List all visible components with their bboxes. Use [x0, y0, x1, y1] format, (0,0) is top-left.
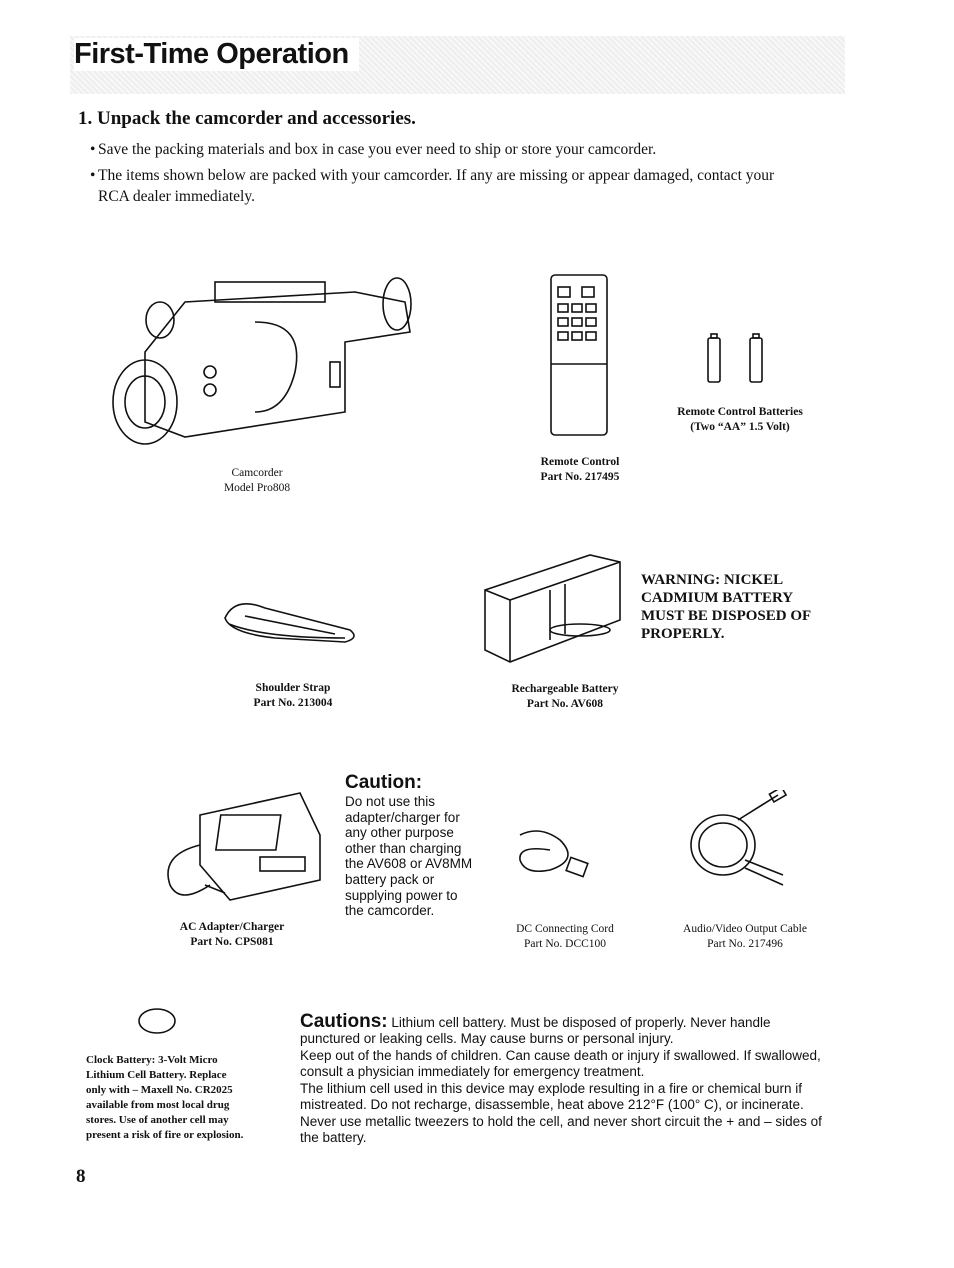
caption-av-cable: [645, 922, 845, 952]
caption-remote: [480, 455, 680, 485]
cautions-para-1: [300, 1011, 830, 1046]
av-cable-illustration: [683, 790, 793, 890]
caption-line: Audio/Video Output Cable: [683, 923, 807, 935]
cautions-para-3: The lithium cell used in this device may explode resulting in a fire or chemical burn if mistreated. Do not recharge, disassemble, heat above 212°F (100° C), or incinerate.: [300, 1081, 804, 1112]
section-title: 1. Unpack the camcorder and accessories.: [78, 108, 416, 129]
bullet-text: Save the packing materials and box in case you ever need to ship or store your camcorder.: [98, 141, 657, 158]
caption-line: Remote Control: [540, 456, 620, 468]
caption-line: DC Connecting Cord: [516, 923, 614, 935]
bullet-text: The items shown below are packed with your camcorder. If any are missing or appear damaged, contact your RCA dealer immediately.: [98, 167, 775, 205]
aa-batteries-illustration: [700, 332, 770, 384]
rechargeable-battery-illustration: [480, 550, 625, 668]
camcorder-illustration: [105, 262, 425, 452]
caption-line: Shoulder Strap: [255, 682, 331, 694]
page-title: First-Time Operation: [74, 38, 359, 71]
cautions-para-2: Keep out of the hands of children. Can cause death or injury if swallowed. If swallowed, consult a physician immediately for emergency treatment.: [300, 1048, 821, 1079]
bullet-1: • Save the packing materials and box in case you ever need to ship or store your camcorder.: [90, 141, 657, 158]
caption-line: Model Pro808: [223, 482, 291, 494]
caption-line: Part No. 217496: [707, 938, 783, 950]
cautions-heading: Cautions:: [300, 1011, 388, 1032]
remote-control-illustration: [548, 272, 612, 442]
ac-adapter-illustration: [150, 785, 325, 910]
caption-line: Camcorder: [231, 467, 283, 479]
shoulder-strap-illustration: [215, 588, 365, 648]
clock-battery-note: Clock Battery: 3-Volt Micro Lithium Cell Battery. Replace only with – Maxell No. CR2025 available from most local drug stores. Use of another cell may present a risk of fire or explosion.: [86, 1054, 244, 1141]
dc-cord-illustration: [510, 820, 595, 885]
caption-strap: [193, 681, 393, 711]
caption-line: (Two “AA” 1.5 Volt): [690, 421, 790, 433]
caution-body: Do not use this adapter/charger for any other purpose other than charging the AV608 or AV8MM battery pack or supplying power to the camcorder.: [345, 794, 473, 919]
caption-line: Part No. 217495: [540, 471, 620, 483]
caption-line: Rechargeable Battery: [511, 683, 619, 695]
nicad-warning: WARNING: NICKEL CADMIUM BATTERY MUST BE DISPOSED OF PROPERLY.: [641, 572, 811, 642]
caption-line: AC Adapter/Charger: [179, 921, 285, 933]
cautions-para-4: Never use metallic tweezers to hold the cell, and never short circuit the + and – sides of the battery.: [300, 1114, 822, 1145]
caution-heading: Caution:: [345, 772, 423, 793]
caption-line: Part No. AV608: [526, 698, 604, 710]
caption-line: Remote Control Batteries: [677, 406, 803, 418]
caption-line: Part No. 213004: [253, 697, 333, 709]
coin-cell-icon: [136, 1006, 178, 1036]
caption-line: Part No. DCC100: [523, 938, 607, 950]
caption-adapter: [132, 920, 332, 950]
caption-battery: [465, 682, 665, 712]
caption-line: Part No. CPS081: [190, 936, 274, 948]
cautions-block: [300, 1011, 830, 1147]
caption-remote-batteries: [640, 405, 840, 435]
page-number: 8: [76, 1166, 86, 1187]
cautions-text: Lithium cell battery. Must be disposed of properly. Never handle punctured or leaking cells. May cause burns or personal injury.: [300, 1015, 771, 1046]
caption-camcorder: [157, 466, 357, 496]
caption-dc-cord: [465, 922, 665, 952]
bullet-2: • The items shown below are packed with your camcorder. If any are missing or appear damaged, contact your RCA dealer immediately.: [90, 167, 775, 205]
